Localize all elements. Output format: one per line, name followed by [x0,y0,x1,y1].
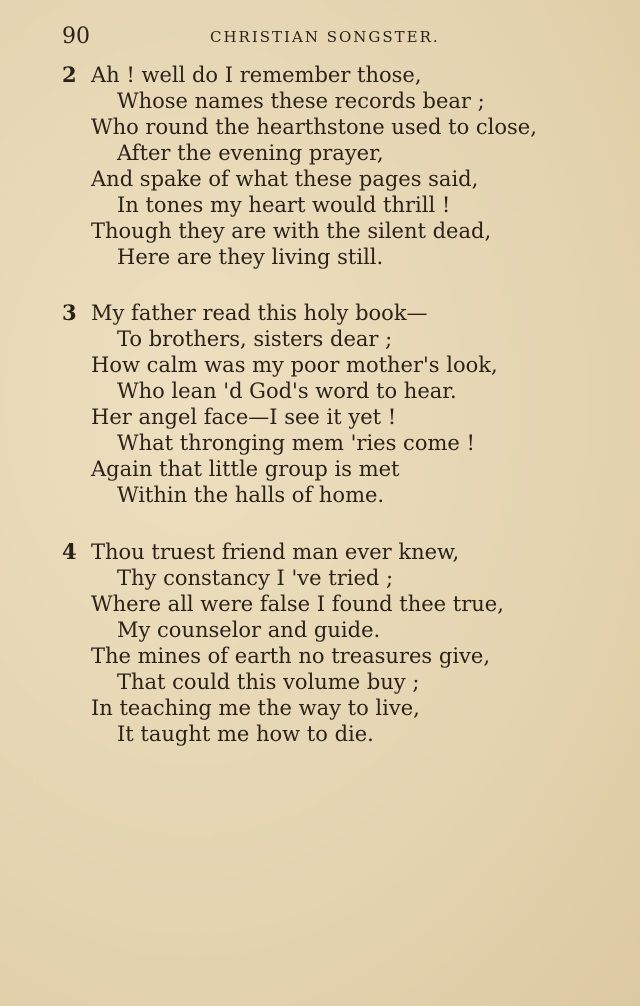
verse-line: The mines of earth no treasures give, [91,644,490,668]
verse-line: Who lean 'd God's word to hear. [117,379,457,403]
verse-line: Thou truest friend man ever knew, [91,540,460,564]
verse-line: My counselor and guide. [117,618,381,642]
verse-line: Thy constancy I 've tried ; [117,566,394,590]
verse-line: It taught me how to die. [117,722,374,746]
verse-line: After the evening prayer, [117,141,384,165]
verse-line: What thronging mem 'ries come ! [117,431,475,455]
stanza-number: 2 [62,62,77,87]
verse-line: Who round the hearthstone used to close, [91,115,537,139]
page-header [0,24,640,54]
verse-line: In tones my heart would thrill ! [117,193,451,217]
verse-line: How calm was my poor mother's look, [91,353,498,377]
verse-line: Though they are with the silent dead, [91,219,492,243]
running-head: CHRISTIAN SONGSTER. [210,28,440,46]
verse-line: Within the halls of home. [117,483,385,507]
verse-line: Whose names these records bear ; [117,89,485,113]
stanza-number: 3 [62,300,77,325]
verse-line: Here are they living still. [117,245,384,269]
verse-line: My father read this holy book— [91,301,428,325]
verse-line: To brothers, sisters dear ; [117,327,393,351]
verse-line: In teaching me the way to live, [91,696,420,720]
page-number: 90 [62,24,90,49]
verse-line: Her angel face—I see it yet ! [91,405,397,429]
verse-line: Ah ! well do I remember those, [91,63,422,87]
stanza-number: 4 [62,539,77,564]
verse-line: And spake of what these pages said, [91,167,479,191]
verse-line: Again that little group is met [91,457,400,481]
verse-line: That could this volume buy ; [117,670,420,694]
verse-line: Where all were false I found thee true, [91,592,504,616]
